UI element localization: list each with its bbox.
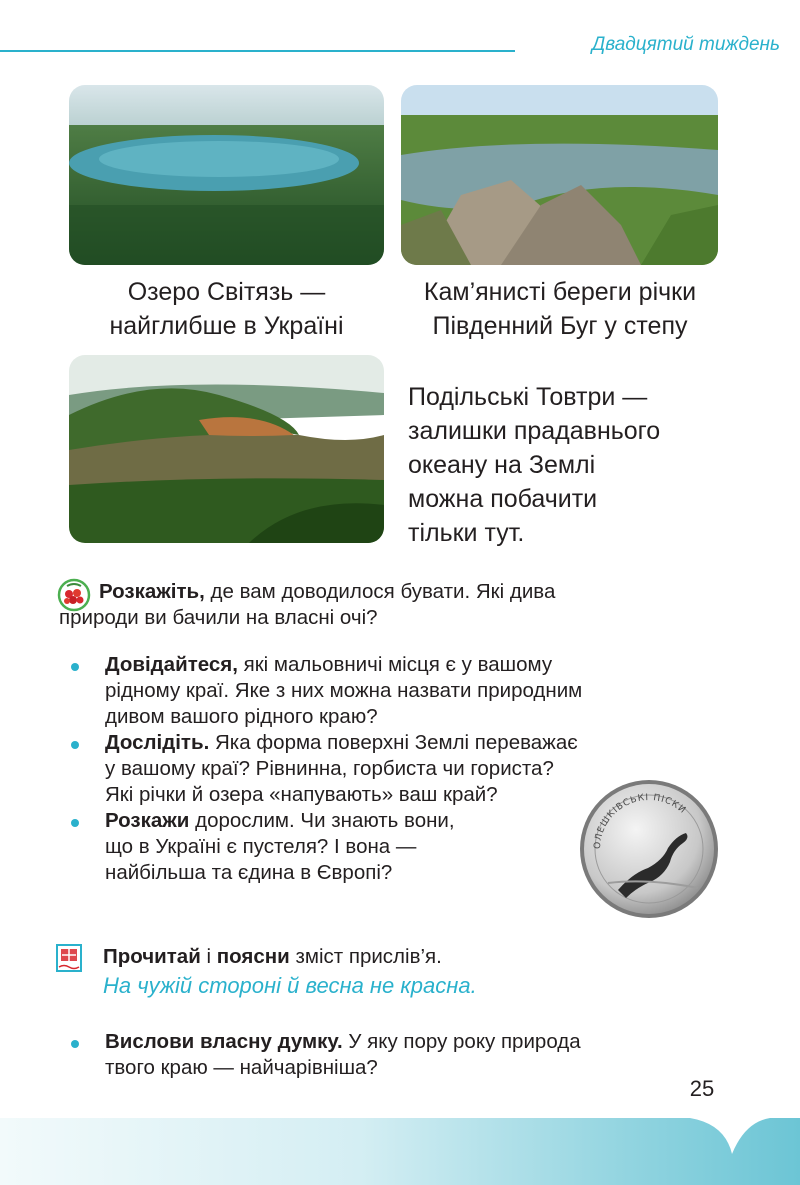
header-rule: [0, 50, 515, 52]
bullet-find-out-bold: Довідайтеся,: [105, 653, 238, 676]
bullet-dot: [71, 663, 79, 671]
task-tell-line2: природи ви бачили на власні очі?: [59, 606, 378, 629]
task-opinion-line2: твого краю — найчарівніша?: [105, 1056, 378, 1079]
task-opinion-line1: У яку пору року природа: [342, 1030, 581, 1053]
task-opinion: [105, 1029, 719, 1081]
footer-notch: [690, 1118, 770, 1154]
book-icon: [54, 943, 86, 975]
coin-inscription: ОЛЕШКІВСЬКІ ПІСКИ: [592, 792, 688, 850]
bullet-explore-line2: у вашому краї? Рівнинна, горбиста чи гориста?: [105, 757, 554, 780]
week-title: Двадцятий тиждень: [591, 34, 780, 55]
tovtry-line1: Подільські Товтри —: [408, 383, 648, 411]
caption-river-line1: Кам’янисті береги річки: [423, 278, 697, 306]
proverb: На чужій стороні й весна не красна.: [103, 973, 477, 998]
task-tell-line1: де вам доводилося бувати. Які дива: [204, 580, 556, 603]
caption-lake: [69, 275, 384, 343]
bullet-tell-adults-line1: дорослим. Чи знають вони,: [189, 809, 455, 832]
bullet-dot: [71, 1040, 79, 1048]
bullet-tell-adults-bold: Розкажи: [105, 809, 190, 832]
tovtry-line3: океану на Землі: [408, 451, 596, 479]
photo-lake-svitiaz: [69, 85, 384, 265]
photo-southern-buh: [401, 85, 718, 265]
bullet-tell-adults: [105, 808, 565, 886]
task-tell-bold: Розкажіть,: [99, 580, 205, 603]
photo-podillia-tovtry: [69, 355, 384, 543]
bullet-find-out: [105, 652, 719, 730]
caption-lake-line1: Озеро Світязь —: [127, 278, 326, 306]
tovtry-line4: можна побачити: [408, 485, 598, 513]
bullet-tell-adults-line2: що в Україні є пустеля? І вона —: [105, 835, 417, 858]
bullet-find-out-line3: дивом вашого рідного краю?: [105, 705, 378, 728]
task-read-rest: зміст прислів’я.: [289, 945, 442, 968]
tovtry-line5: тільки тут.: [408, 519, 525, 547]
page-number: 25: [689, 1076, 715, 1101]
bullet-find-out-line1: які мальовничі місця є у вашому: [237, 653, 553, 676]
bullet-tell-adults-line3: найбільша та єдина в Європі?: [105, 861, 393, 884]
caption-river: [392, 275, 728, 343]
bullet-explore-bold: Дослідіть.: [105, 731, 210, 754]
bullet-dot: [71, 819, 79, 827]
tovtry-line2: залишки прадавнього: [408, 417, 661, 445]
coin-oleshky-sands: [578, 778, 720, 920]
caption-river-line2: Південний Буг у степу: [432, 312, 688, 340]
task-read-mid: і: [200, 945, 217, 968]
bullet-explore-line3: Які річки й озера «напувають» ваш край?: [105, 783, 498, 806]
task-explain-bold: поясни: [216, 945, 290, 968]
task-read-bold: Прочитай: [103, 945, 201, 968]
tovtry-description: [408, 380, 748, 550]
task-read-explain: [103, 944, 703, 970]
task-opinion-bold: Вислови власну думку.: [105, 1030, 343, 1053]
bullet-find-out-line2: рідному краї. Яке з них можна назвати природним: [105, 679, 583, 702]
task-tell: [59, 579, 719, 631]
caption-lake-line2: найглибше в Україні: [109, 312, 344, 340]
bullet-explore-line1: Яка форма поверхні Землі переважає: [209, 731, 578, 754]
bullet-dot: [71, 741, 79, 749]
footer-band: [0, 1118, 800, 1185]
